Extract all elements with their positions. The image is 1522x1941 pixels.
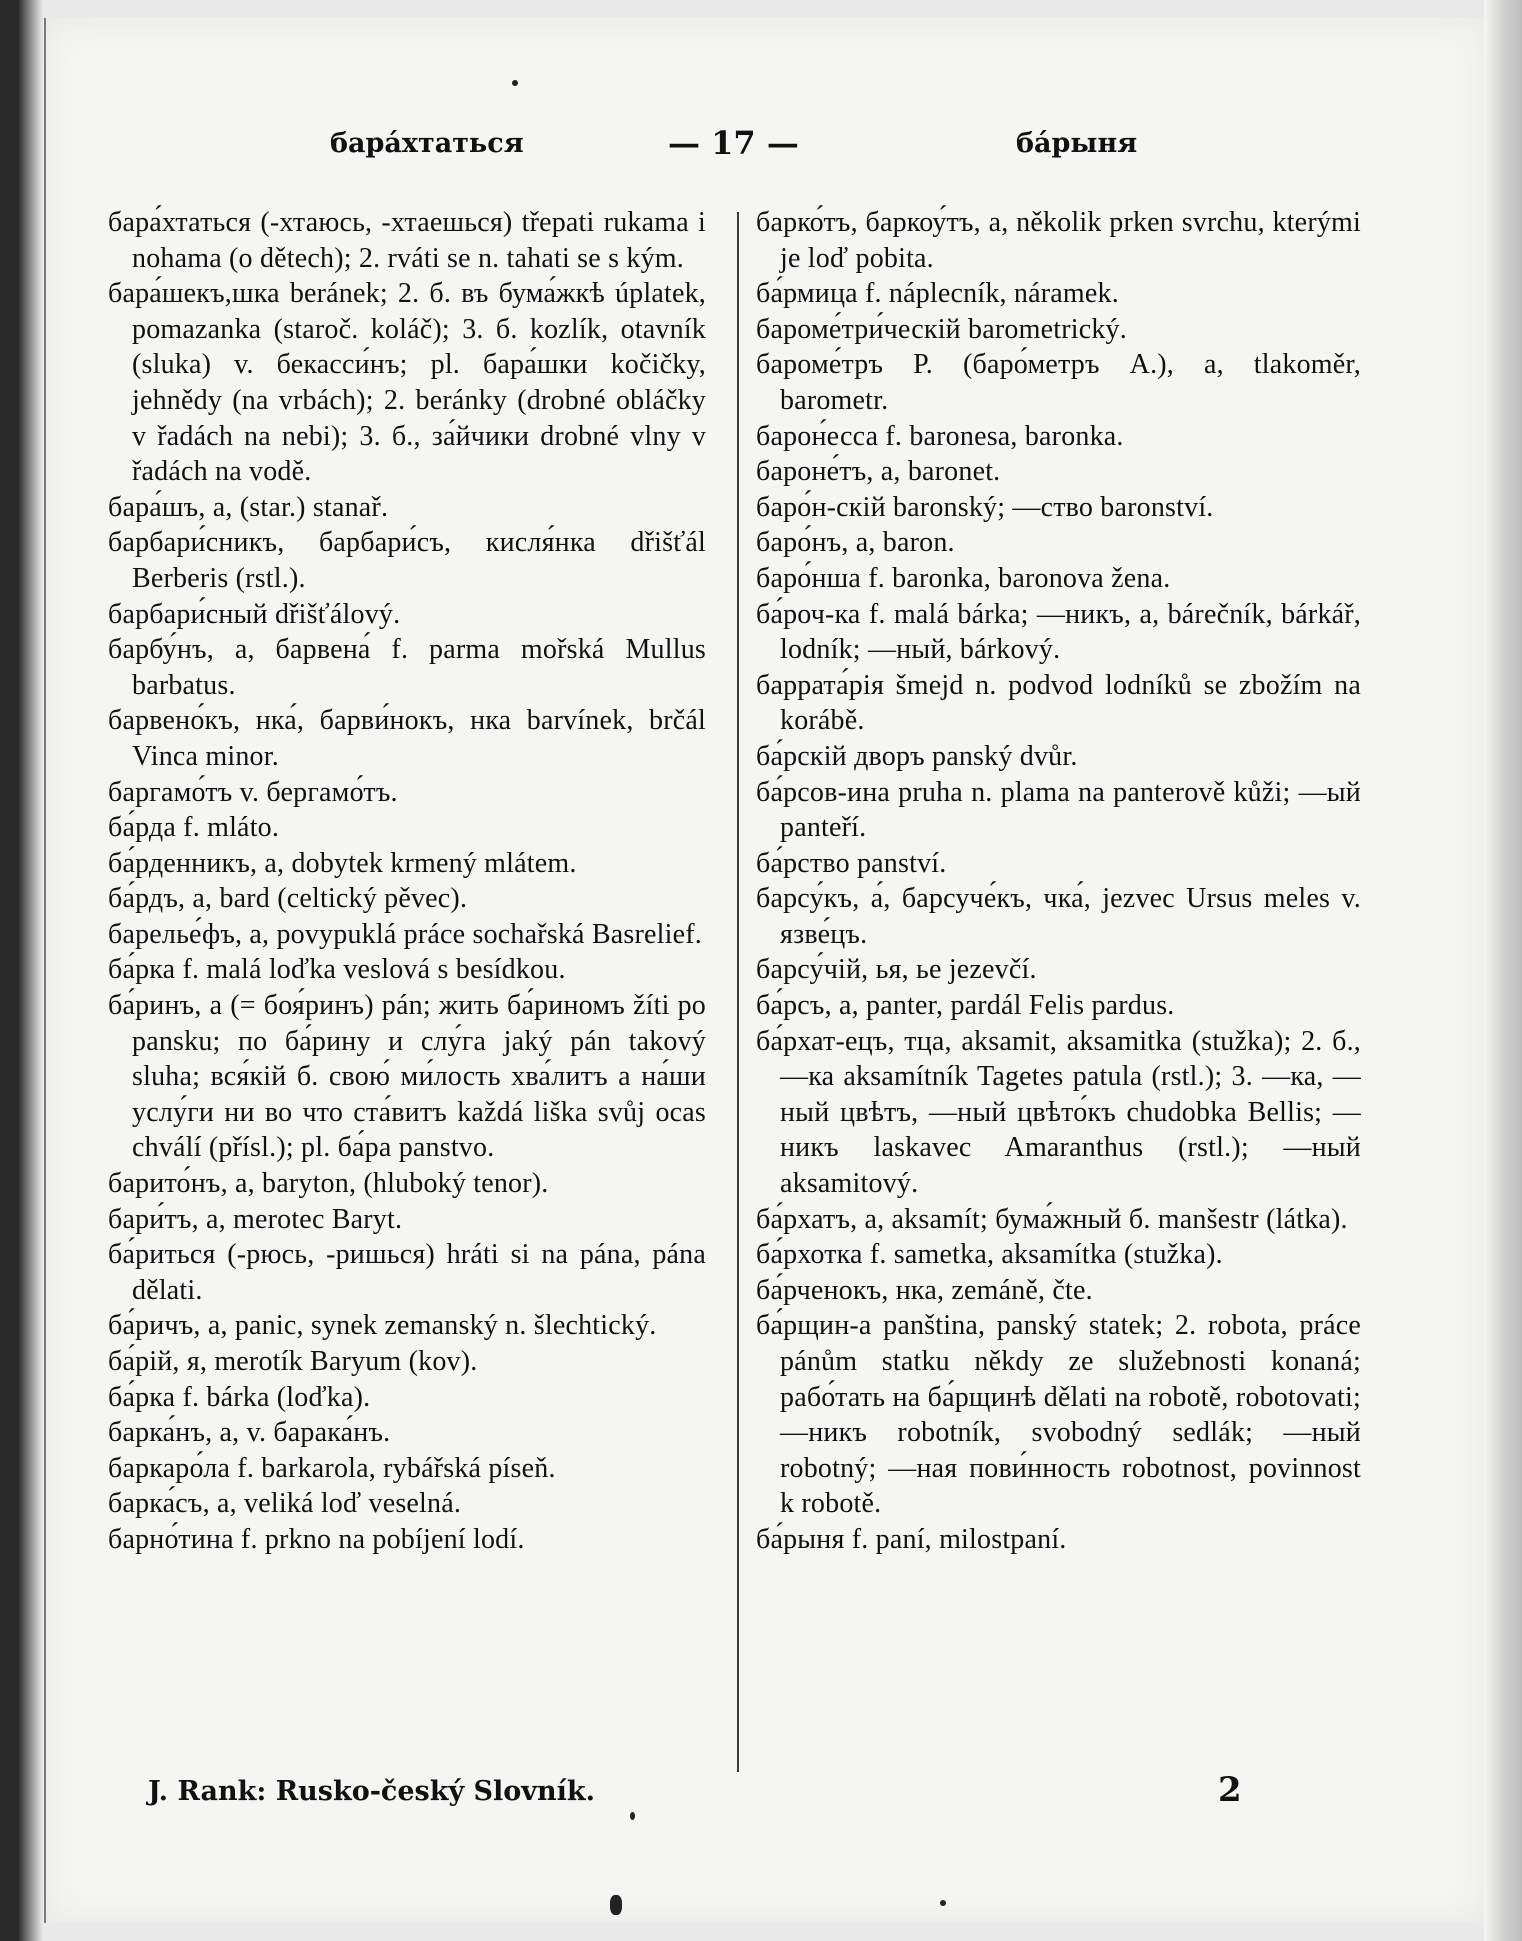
entry: ба́роч-ка f. malá bárka; —никъ, а, bárečník, bárkář, lodník; —ный, bárkový.: [756, 598, 1361, 666]
entry: барка́съ, а, veliká loď veselná.: [108, 1488, 462, 1520]
entry: ба́рсов-ина pruha n. plama na panterově kůži; —ый panteří.: [756, 776, 1361, 844]
signature-mark: 2: [1218, 1770, 1242, 1810]
print-speck: [940, 1900, 946, 1906]
page-edge-shadow: [1484, 0, 1522, 1941]
entry: ба́рій, я, merotík Baryum (kov).: [108, 1346, 478, 1377]
entry: ба́рка f. bárka (loďka).: [108, 1381, 371, 1413]
entry: ба́рщин-а panština, panský statek; 2. robota, práce pánům statku někdy ze služebnosti konaná; рабо́тать на ба́рщинѣ dělati na robotě, robotovati; —никъ robotník, svobodný sedlák; —ный robotný; —ная пови́нность robotnost, povinnost k robotě.: [756, 1310, 1361, 1520]
entry: ба́рдъ, а, bard (celtický pěvec).: [108, 883, 468, 915]
right-column: [756, 205, 1361, 1558]
entry: баргамо́тъ v. бергамо́тъ.: [108, 776, 398, 808]
entry: барбари́сникъ, барбари́съ, кисля́нка dřišťál Berberis (rstl.).: [108, 527, 706, 594]
entry: барвено́къ, нка́, барви́нокъ, нка barvínek, brčál Vinca minor.: [108, 705, 706, 772]
entry: ба́рхат-ецъ, тца, aksamit, aksamitka (stužka); 2. б., —ка aksamítník Tagetes patula (rstl.); 3. —ка, —ный цвѣтъ, —ный цвѣто́къ chudobka Bellis; —никъ laskavec Amaranthus (rstl.); —ный aksamitový.: [756, 1025, 1361, 1200]
entry: бароне́тъ, а, baronet.: [756, 456, 1001, 488]
page-number: — 17 —: [668, 124, 799, 162]
print-speck: [630, 1812, 635, 1820]
entry: бара́шъ, а, (star.) stanař.: [108, 491, 389, 523]
entry: бара́шекъ,шка beránek; 2. б. въ бума́жкѣ úplatek, pomazanka (staroč. koláč); 3. б. kozlík, otavník (sluka) v. бекасси́нъ; pl. бара́шки kočičky, jehnědy (na vrbách); 2. beránky (drobné obláčky v řadách na nebi); 3. б., за́йчики drobné vlny v řadách na vodě.: [108, 278, 706, 488]
imprint-line: J. Rank: Rusko-český Slovník.: [148, 1776, 595, 1807]
entry: бара́хтаться (-хтаюсь, -хтаешься) třepati rukama i nohama (o dětech); 2. rváti se n. tahati se s kým.: [108, 207, 706, 274]
left-column: [108, 205, 706, 1558]
entry: баро́нша f. baronka, baronova žena.: [756, 562, 1171, 594]
entry: ба́рскій дворъ panský dvůr.: [756, 740, 1078, 772]
entry: ба́рхотка f. sametka, aksamítka (stužka).: [756, 1239, 1223, 1271]
column-divider: [737, 212, 739, 1772]
entry: бароме́тръ P. (баро́метръ A.), а, tlakoměr, barometr.: [756, 349, 1361, 416]
entry: барито́нъ, а, baryton, (hluboký tenor).: [108, 1168, 549, 1200]
running-header: [0, 124, 1522, 164]
entry: ба́рыня f. paní, milostpaní.: [756, 1523, 1067, 1555]
entry: ба́рденникъ, а, dobytek krmený mlátem.: [108, 847, 577, 879]
entry: барелье́фъ, а, povypuklá práce sochařská Basrelief.: [108, 918, 702, 950]
entry: баро́нъ, а, baron.: [756, 527, 955, 559]
entry: барно́тина f. prkno na pobíjení lodí.: [108, 1523, 525, 1555]
entry: ба́рда f. mláto.: [108, 812, 280, 844]
entry: барон́есса f. baronesa, baronka.: [756, 420, 1124, 452]
print-speck: [610, 1895, 622, 1915]
right-guide-word: ба́рыня: [1016, 128, 1138, 159]
entry: баррата́рія šmejd n. podvod lodníků se zbožím na korábě.: [756, 669, 1361, 737]
entry: ба́риться (-рюсь, -ришься) hráti si na pána, pána dělati.: [108, 1239, 706, 1306]
entry: бароме́три́ческій barometrický.: [756, 313, 1127, 345]
entry: бари́тъ, а, merotec Baryt.: [108, 1203, 403, 1235]
entry: барбари́сный dřišťálový.: [108, 598, 401, 630]
entry: баро́н-скій baronský; —ство baronství.: [756, 491, 1214, 523]
entry: ба́рка f. malá loďka veslová s besídkou.: [108, 954, 566, 986]
left-guide-word: бара́хтаться: [330, 128, 524, 159]
entry: ба́ринъ, а (= боя́ринъ) pán; жить ба́риномъ žíti po pansku; по ба́рину и слу́га jaký pán takový sluha; вся́кій б. свою́ ми́лость хва́литъ а на́ши услу́ги ни во что ста́витъ každá liška svůj ocas chválí (přísl.); pl. ба́ра panstvo.: [108, 990, 706, 1164]
book-spine: [0, 0, 44, 1941]
entry: барко́тъ, баркоу́тъ, а, několik prken svrchu, kterými je loď pobita.: [756, 207, 1361, 274]
entry: ба́рченокъ, нка, zemáně, čte.: [756, 1274, 1093, 1306]
entry: баркаро́ла f. barkarola, rybářská píseň.: [108, 1452, 556, 1484]
entry: ба́ричъ, а, panic, synek zemanský n. šlechtický.: [108, 1310, 657, 1342]
entry: ба́рство panství.: [756, 847, 947, 879]
entry: барбу́нъ, а, барвена́ f. parma mořská Mullus barbatus.: [108, 634, 706, 701]
entry: ба́рсъ, а, panter, pardál Felis pardus.: [756, 990, 1175, 1022]
print-speck: [512, 80, 518, 86]
entry: барсу́чій, ья, ье jezevčí.: [756, 954, 1037, 986]
entry: барка́нъ, а, v. барака́нъ.: [108, 1417, 391, 1449]
entry: ба́рхатъ, а, aksamít; бума́жный б. manšestr (látka).: [756, 1203, 1348, 1235]
entry: ба́рмица f. náplecník, náramek.: [756, 278, 1119, 310]
entry: барсу́къ, а́, барсуче́къ, чка́, jezvec Ursus meles v. язве́цъ.: [756, 883, 1361, 950]
